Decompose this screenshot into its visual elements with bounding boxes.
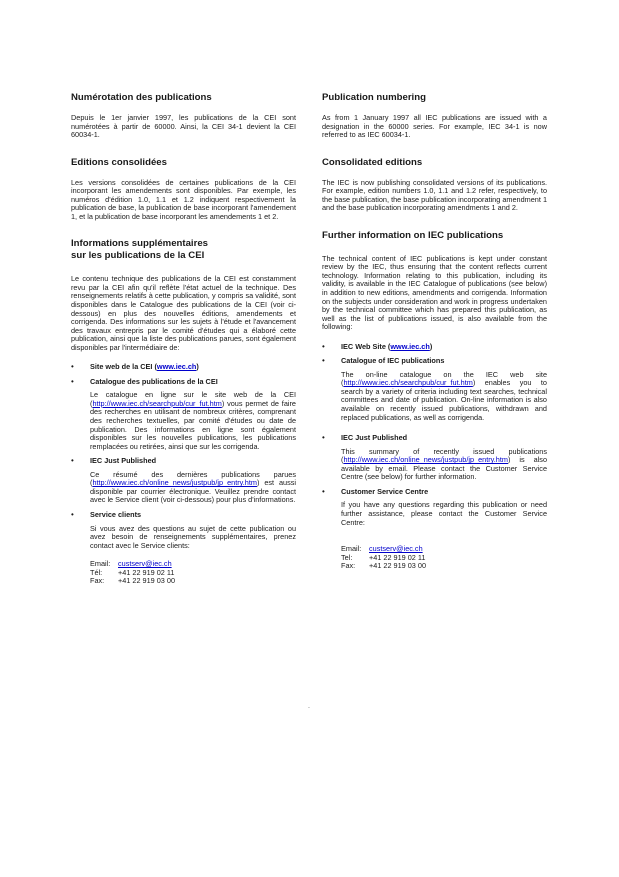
fr-consolidated-text: Les versions consolidées de certaines publications de la CEI incorporant les amendements sont disponibles. Par exemple, les numéros d'édition 1.0, 1.1 et 1.2 indiquent respectivement la publication de base, la publication de base incorporant l'amendement 1, et la publication de base incorporant les amendements 1 et 2. bbox=[71, 177, 296, 221]
en-section-further-info bbox=[322, 230, 547, 571]
fr-section-consolidated bbox=[71, 157, 296, 222]
tel-label: Tel: bbox=[341, 552, 353, 562]
tel-value: +41 22 919 02 11 bbox=[369, 552, 426, 562]
fr-bullet-list bbox=[71, 363, 296, 585]
tel-label: Tél: bbox=[90, 567, 103, 577]
tel-value: +41 22 919 02 11 bbox=[118, 567, 175, 577]
bullet-icon: • bbox=[322, 341, 325, 351]
list-item bbox=[71, 457, 296, 505]
en-just-published-text: This summary of recently issued publications (http://www.iec.ch/online_news/justpub/jp_entry.htm) is also available by email. Please contact the Customer Service Centre (see below) for further information. bbox=[341, 446, 547, 482]
list-item bbox=[322, 343, 547, 352]
fr-further-heading-line2: sur les publications de la CEI bbox=[71, 250, 205, 262]
en-consolidated-heading: Consolidated editions bbox=[322, 156, 423, 168]
fr-email-link[interactable]: custserv@iec.ch bbox=[118, 559, 172, 569]
list-item bbox=[322, 488, 547, 571]
en-catalogue-label: Catalogue of IEC publications bbox=[341, 356, 445, 366]
en-consolidated-text: The IEC is now publishing consolidated versions of its publications. For example, edition numbers 1.0, 1.1 and 1.2 refer, respectively, to the base publication, the base publication incorporating amendment 1 and the base publication incorporating amendments 1 and 2. bbox=[322, 177, 547, 213]
en-further-text: The technical content of IEC publications is kept under constant review by the IEC, thus ensuring that the content reflects current technology. Information relating to this publication, including its validity, is available in the IEC Catalogue of publications (see below) in addition to new editions, amendments and corrigenda. Information on the subjects under consideration and work in progress undertaken by the technical committee which has prepared this publication, as well as the list of publications issued, is also available from the following: bbox=[322, 253, 547, 332]
list-item bbox=[71, 378, 296, 451]
en-further-heading-line1: Further information on IEC publications bbox=[322, 229, 504, 241]
en-contact-block bbox=[341, 545, 547, 571]
fr-numbering-text: Depuis le 1er janvier 1997, les publications de la CEI sont numérotées à partir de 60000. Ainsi, la CEI 34-1 devient la CEI 60034-1. bbox=[71, 113, 296, 140]
en-website-link[interactable]: www.iec.ch bbox=[390, 341, 430, 351]
bullet-icon: • bbox=[322, 433, 325, 443]
email-label: Email: bbox=[90, 559, 111, 569]
bullet-icon: • bbox=[322, 356, 325, 366]
fr-contact-block bbox=[90, 560, 296, 586]
en-website-label: IEC Web Site (www.iec.ch) bbox=[341, 341, 433, 351]
fr-just-published-link[interactable]: http://www.iec.ch/online_news/justpub/jp_entry.htm bbox=[92, 478, 257, 488]
french-column bbox=[71, 92, 296, 598]
fr-service-text: Si vous avez des questions au sujet de cette publication ou avez besoin de renseignements supplémentaires, prenez contact avec le Service clients: bbox=[90, 523, 296, 550]
fr-just-published-label: IEC Just Published bbox=[90, 456, 157, 466]
en-section-numbering bbox=[322, 92, 547, 140]
bullet-icon: • bbox=[322, 486, 325, 496]
fr-further-text: Le contenu technique des publications de la CEI est constamment revu par la CEI afin qu'il reflète l'état actuel de la technique. Des renseignements relatifs à cette publication, y compris sa validité, sont disponibles dans le Catalogue des publications de la CEI (voir ci-dessous) en plus des nouvelles éditions, amendements et corrigenda. Des informations sur les sujets à l'étude et l'avancement des travaux entrepris par le comité d'études qui a élaboré cette publication, ainsi que la liste des publications parues, sont également disponibles par l'intermédiaire de: bbox=[71, 274, 296, 352]
fr-service-label: Service clients bbox=[90, 509, 142, 519]
en-catalogue-link[interactable]: http://www.iec.ch/searchpub/cur_fut.htm bbox=[343, 378, 473, 388]
footer-dot: . bbox=[308, 703, 310, 710]
en-numbering-text: As from 1 January 1997 all IEC publications are issued with a designation in the 60000 series. For example, IEC 34-1 is now referred to as IEC 60034-1. bbox=[322, 113, 547, 140]
fr-consolidated-heading: Editions consolidées bbox=[71, 156, 167, 168]
fax-label: Fax: bbox=[341, 561, 356, 571]
fr-just-published-text: Ce résumé des dernières publications parues (http://www.iec.ch/online_news/justpub/jp_entry.htm) est aussi disponible par courrier électronique. Veuillez prendre contact avec le Service client (voir ci-dessous) pour plus d'informations. bbox=[90, 469, 296, 505]
fr-catalogue-link[interactable]: http://www.iec.ch/searchpub/cur_fut.htm bbox=[92, 398, 222, 408]
fr-website-label: Site web de la CEI (www.iec.ch) bbox=[90, 362, 199, 372]
fr-numbering-heading: Numérotation des publications bbox=[71, 92, 212, 103]
en-just-published-label: IEC Just Published bbox=[341, 433, 408, 443]
fax-label: Fax: bbox=[90, 576, 105, 586]
fr-further-heading bbox=[71, 238, 296, 262]
en-just-published-link[interactable]: http://www.iec.ch/online_news/justpub/jp_entry.htm bbox=[343, 455, 508, 465]
bullet-icon: • bbox=[71, 456, 74, 466]
en-bullet-list bbox=[322, 343, 547, 571]
english-column bbox=[322, 92, 547, 583]
fr-catalogue-text: Le catalogue en ligne sur le site web de la CEI (http://www.iec.ch/searchpub/cur_fut.htm) vous permet de faire des recherches en utilisant de nombreux critères, comprenant des recherches textuelles, par comité d'études ou date de publication. Des informations en ligne sont également disponibles sur les nouvelles publications, les publications remplacées ou retirées, ainsi que sur les corrigenda. bbox=[90, 390, 296, 451]
fr-section-numbering bbox=[71, 92, 296, 140]
en-further-heading bbox=[322, 230, 547, 242]
fax-value: +41 22 919 03 00 bbox=[118, 576, 176, 586]
fax-value: +41 22 919 03 00 bbox=[369, 561, 427, 571]
en-numbering-heading: Publication numbering bbox=[322, 92, 426, 103]
en-section-consolidated bbox=[322, 157, 547, 213]
fr-section-further-info bbox=[71, 238, 296, 585]
en-service-text: If you have any questions regarding this publication or need further assistance, please contact the Customer Service Centre: bbox=[341, 500, 547, 527]
bullet-icon: • bbox=[71, 509, 74, 519]
list-item bbox=[71, 363, 296, 372]
fr-website-link[interactable]: www.iec.ch bbox=[156, 362, 197, 372]
list-item bbox=[322, 434, 547, 482]
email-label: Email: bbox=[341, 544, 362, 554]
en-email-link[interactable]: custserv@iec.ch bbox=[369, 544, 423, 554]
en-service-label: Customer Service Centre bbox=[341, 486, 429, 496]
en-catalogue-text: The on-line catalogue on the IEC web site (http://www.iec.ch/searchpub/cur_fut.htm) enables you to search by a variety of criteria including text searches, technical committees and date of publication. On-line information is also available on recently issued publications, withdrawn and replaced publications, as well as corrigenda. bbox=[341, 369, 547, 422]
list-item bbox=[322, 357, 547, 422]
bullet-icon: • bbox=[71, 376, 74, 386]
fr-catalogue-label: Catalogue des publications de la CEI bbox=[90, 376, 218, 386]
list-item bbox=[71, 511, 296, 586]
bullet-icon: • bbox=[71, 362, 74, 372]
fr-further-heading-line1: Informations supplémentaires bbox=[71, 238, 209, 250]
